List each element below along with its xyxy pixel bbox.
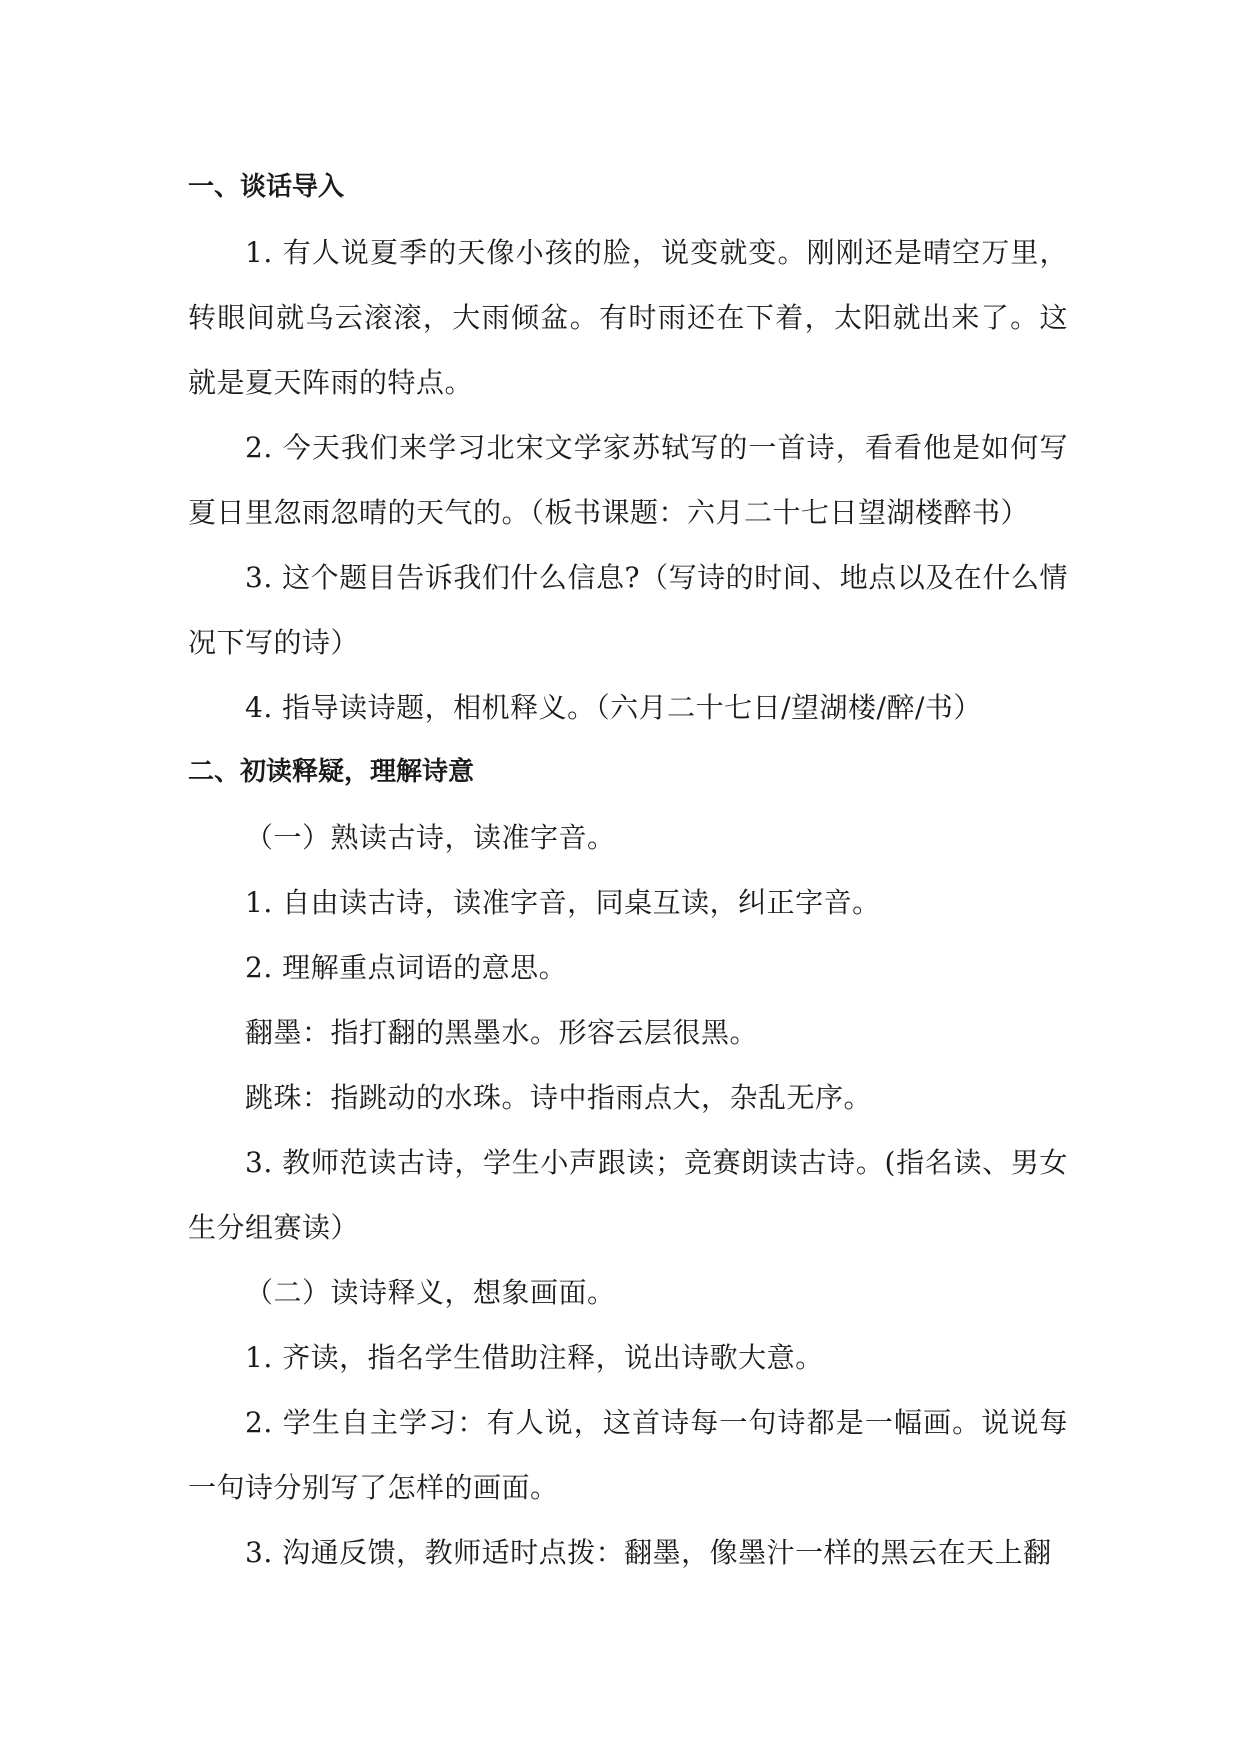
section-heading-2: 二、初读释疑，理解诗意	[188, 757, 475, 787]
term-definition-1: 翻墨：指打翻的黑墨水。形容云层很黑。	[245, 1016, 759, 1049]
paragraph-1-2: 2. 今天我们来学习北宋文学家苏轼写的一首诗，看看他是如何写夏日里忽雨忽晴的天气的。（板书课题：六月二十七日望湖楼醉书）	[188, 431, 1068, 529]
subheading-2-2: （二）读诗释义，想象画面。	[245, 1276, 616, 1309]
section-heading-1: 一、谈话导入	[188, 172, 345, 202]
paragraph-2-1: 1. 自由读古诗，读准字音，同桌互读，纠正字音。	[245, 886, 881, 919]
paragraph-1-4: 4. 指导读诗题，相机释义。（六月二十七日/望湖楼/醉/书）	[245, 691, 982, 724]
term-definition-2: 跳珠：指跳动的水珠。诗中指雨点大，杂乱无序。	[245, 1081, 873, 1114]
paragraph-2-6: 3. 沟通反馈，教师适时点拨：翻墨，像墨汁一样的黑云在天上翻	[245, 1536, 1052, 1569]
paragraph-1-1: 1. 有人说夏季的天像小孩的脸，说变就变。刚刚还是晴空万里，转眼间就乌云滚滚，大雨倾盆。有时雨还在下着，太阳就出来了。这就是夏天阵雨的特点。	[188, 236, 1068, 399]
paragraph-2-2: 2. 理解重点词语的意思。	[245, 951, 568, 984]
paragraph-2-4: 1. 齐读，指名学生借助注释，说出诗歌大意。	[245, 1341, 824, 1374]
paragraph-2-5: 2. 学生自主学习：有人说，这首诗每一句诗都是一幅画。说说每一句诗分别写了怎样的画面。	[188, 1406, 1068, 1504]
paragraph-2-3: 3. 教师范读古诗，学生小声跟读；竞赛朗读古诗。(指名读、男女生分组赛读）	[188, 1146, 1068, 1244]
document-page	[188, 155, 1068, 1585]
subheading-2-1: （一）熟读古诗，读准字音。	[245, 821, 616, 854]
paragraph-1-3: 3. 这个题目告诉我们什么信息?（写诗的时间、地点以及在什么情况下写的诗）	[188, 561, 1068, 659]
